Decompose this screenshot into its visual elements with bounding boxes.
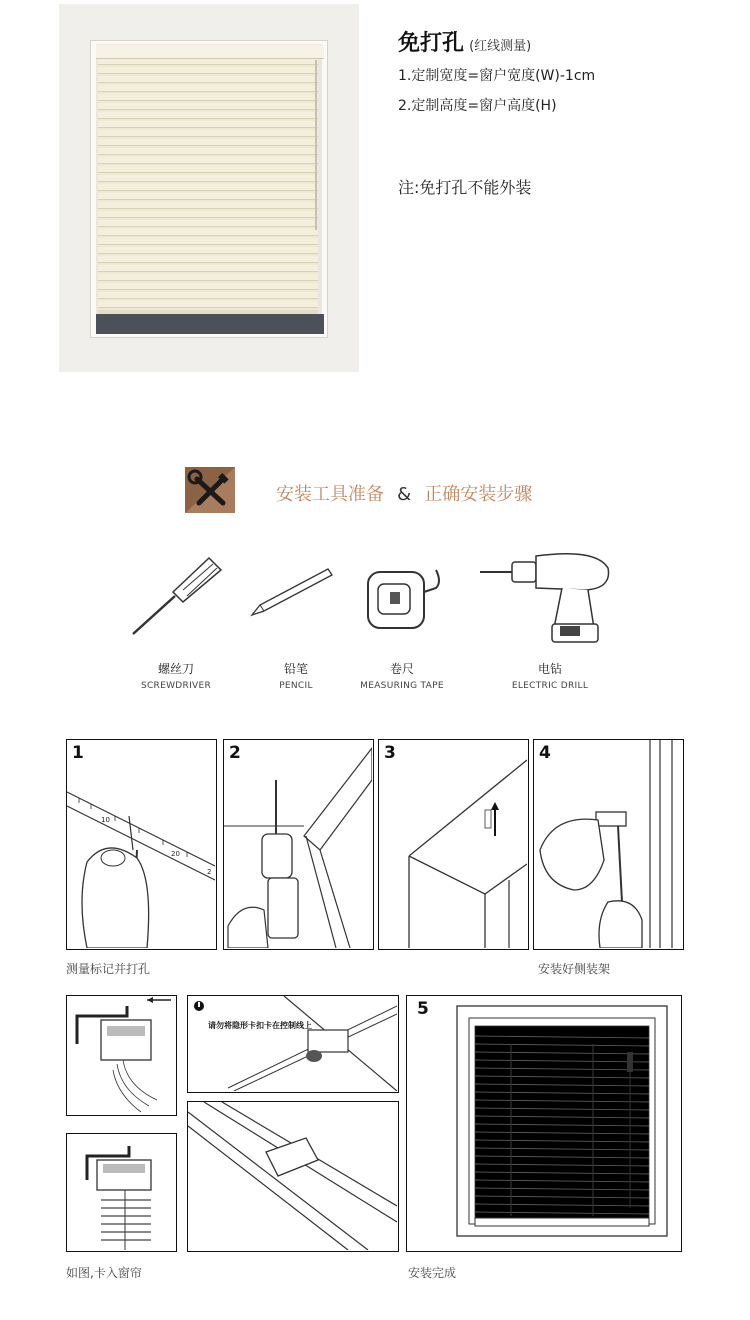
caption-bracket: 安装好侧装架 <box>538 962 611 976</box>
screwdriver-icon <box>125 552 225 642</box>
measure-mark-illustration <box>67 740 215 948</box>
step-panel-5 <box>406 995 682 1252</box>
tools-heading-right: 正确安装步骤 <box>424 484 533 505</box>
step-panel-2 <box>223 739 374 950</box>
step-number-4: 4 <box>539 743 551 763</box>
blind-cord <box>315 60 317 230</box>
tool-label-pencil-cn: 铅笔 <box>283 662 308 676</box>
tool-label-screwdriver-en: SCREWDRIVER <box>140 681 212 691</box>
header-subtitle: (红线测量) <box>469 39 532 54</box>
install-note: 注:免打孔不能外装 <box>398 178 532 197</box>
tool-label-drill-cn: 电钻 <box>537 662 562 676</box>
tool-label-tape-en: MEASURING TAPE <box>360 681 444 691</box>
clip-warning-text: 请勿将隐形卡扣卡在控制线上 <box>208 1021 312 1030</box>
window-recess-illustration <box>379 740 527 948</box>
tool-label-screwdriver-cn: 螺丝刀 <box>157 662 194 676</box>
clip-detail-panel-a <box>66 995 177 1116</box>
tools-heading-ampersand: & <box>397 484 412 505</box>
clip-warning-panel <box>187 995 399 1093</box>
ruler-mark-20: 20 <box>171 850 180 858</box>
clip-inserted-illustration <box>67 1134 175 1250</box>
step-number-1: 1 <box>72 743 84 763</box>
side-bracket-illustration <box>534 740 682 948</box>
tool-label-drill-en: ELECTRIC DRILL <box>511 681 589 691</box>
clip-profile-illustration <box>67 996 175 1114</box>
height-rule: 2.定制高度=窗户高度(H) <box>398 98 557 114</box>
tool-label-pencil-en: PENCIL <box>279 681 313 691</box>
drill-hole-illustration <box>224 740 372 948</box>
step-number-2: 2 <box>229 743 241 763</box>
measuring-tape-icon <box>362 562 444 634</box>
step-panel-4 <box>533 739 684 950</box>
tools-heading <box>276 480 532 506</box>
step-number-3: 3 <box>384 743 396 763</box>
clip-slide-illustration <box>188 1102 397 1250</box>
step-number-5: 5 <box>417 999 429 1019</box>
step-panel-3 <box>378 739 529 950</box>
installed-blind-illustration <box>407 996 680 1250</box>
width-rule: 1.定制宽度=窗户宽度(W)-1cm <box>398 68 596 84</box>
caption-clip: 如图,卡入窗帘 <box>66 1266 142 1280</box>
pencil-icon <box>248 565 334 619</box>
clip-slide-panel <box>187 1101 399 1252</box>
tools-heading-left: 安装工具准备 <box>276 484 384 505</box>
clip-warning-illustration <box>188 996 397 1091</box>
electric-drill-icon <box>476 548 616 648</box>
tools-icon <box>185 467 235 513</box>
ruler-mark-2: 2 <box>207 868 212 876</box>
blind-slats <box>98 58 318 314</box>
ruler-mark-10: 10 <box>101 816 110 824</box>
caption-done: 安装完成 <box>408 1266 457 1280</box>
caption-measure: 测量标记并打孔 <box>66 962 151 976</box>
step-panel-1 <box>66 739 217 950</box>
tool-label-tape-cn: 卷尺 <box>389 662 414 676</box>
header-title: 免打孔 <box>398 31 465 56</box>
measure-header <box>398 26 531 57</box>
window-sill <box>96 314 324 334</box>
clip-detail-panel-b <box>66 1133 177 1252</box>
blind-headrail <box>96 45 324 59</box>
